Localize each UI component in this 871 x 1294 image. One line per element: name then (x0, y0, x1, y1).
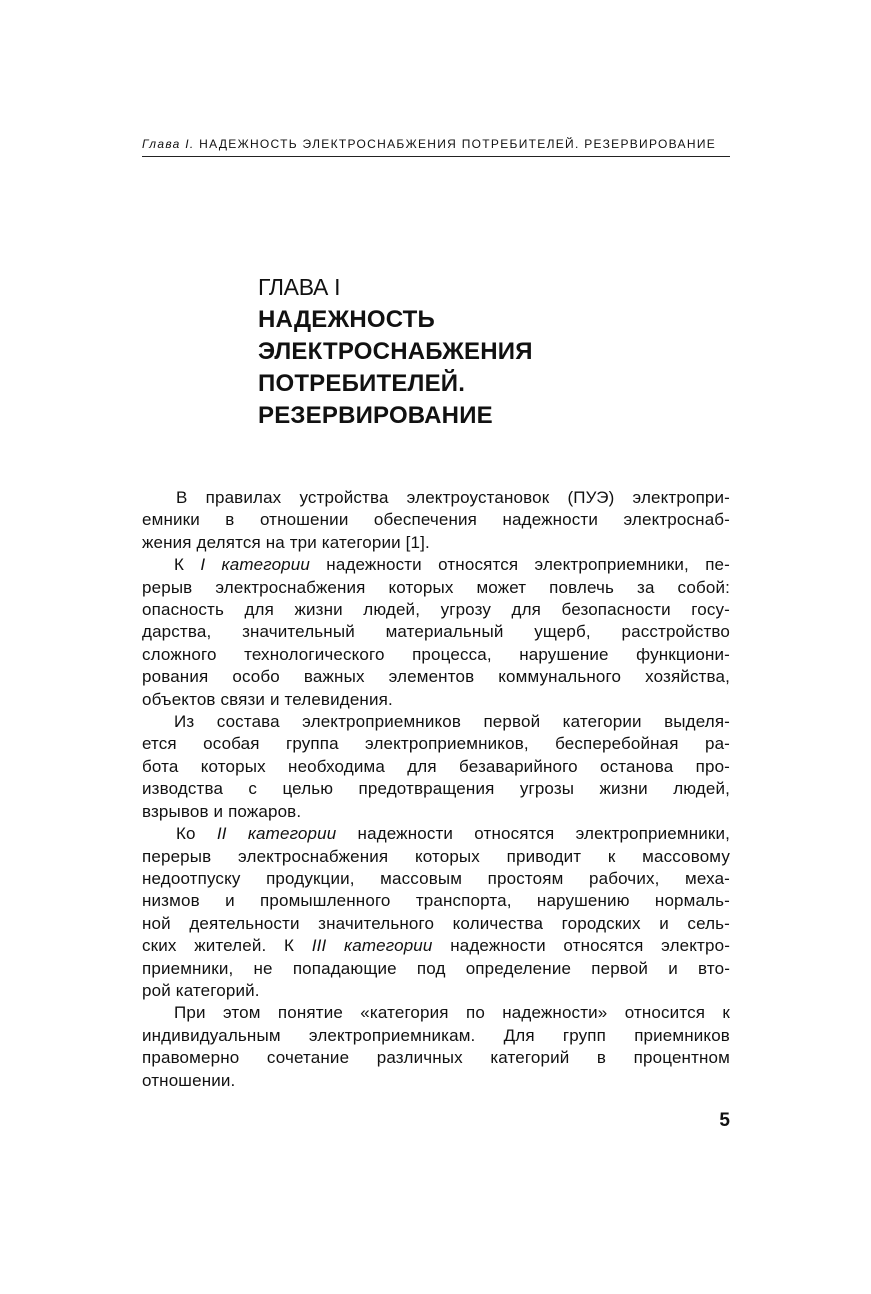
text-run: надежности относятся электро- (432, 936, 731, 956)
text-line: При этом понятие «категория по надежности» относится к (174, 1003, 730, 1023)
chapter-heading (258, 272, 718, 432)
paragraph-category-concept (142, 1002, 730, 1092)
paragraph-category-2-3 (142, 823, 730, 1002)
text-line: дарства, значительный материальный ущерб, расстройство (142, 622, 730, 642)
chapter-title-line: НАДЕЖНОСТЬ (258, 306, 435, 333)
text-line: объектов связи и телевидения. (142, 689, 393, 709)
text-line: рования особо важных элементов коммунального хозяйства, (142, 667, 730, 687)
text-line: Из состава электроприемников первой категории выделя- (174, 712, 730, 732)
text-line (142, 554, 730, 576)
text-run: ских жителей. К (142, 936, 312, 956)
text-line: приемники, не попадающие под определение первой и вто- (142, 958, 730, 978)
text-line: В правилах устройства электроустановок (ПУЭ) электропри- (176, 488, 730, 507)
category-term: I категории (200, 555, 310, 575)
text-line: взрывов и пожаров. (142, 801, 302, 821)
text-line: индивидуальным электроприемникам. Для групп приемников (142, 1025, 730, 1045)
chapter-title-line: ЭЛЕКТРОСНАБЖЕНИЯ (258, 338, 533, 365)
text-line: сложного технологического процесса, нарушение функциони- (142, 644, 730, 664)
category-term: II категории (216, 824, 337, 844)
text-run: К (174, 555, 201, 575)
running-header-title: НАДЕЖНОСТЬ ЭЛЕКТРОСНАБЖЕНИЯ ПОТРЕБИТЕЛЕЙ. РЕЗЕРВИРОВАНИЕ (199, 137, 717, 151)
text-line: бота которых необходима для безаварийного останова про- (142, 756, 730, 776)
text-line: ется особая группа электроприемников, бесперебойная ра- (142, 734, 730, 754)
category-term: III категории (311, 936, 433, 956)
body-text (142, 487, 730, 1092)
text-line: опасность для жизни людей, угрозу для безопасности госу- (142, 600, 730, 620)
running-header-chapter: Глава I. (142, 137, 195, 151)
text-line: рерыв электроснабжения которых может повлечь за собой: (142, 577, 730, 597)
text-line: емники в отношении обеспечения надежности электроснаб- (142, 510, 730, 530)
text-run: надежности относятся электроприемники, (336, 824, 730, 844)
chapter-title (258, 304, 718, 432)
paragraph-ue-rules (142, 487, 730, 554)
text-line: рой категорий. (142, 980, 260, 1000)
text-line: ной деятельности значительного количества городских и сель- (142, 913, 730, 933)
text-line: низмов и промышленного транспорта, нарушению нормаль- (142, 891, 730, 911)
text-line: недоотпуску продукции, массовым простоям рабочих, меха- (142, 868, 730, 888)
paragraph-category-1 (142, 554, 730, 711)
text-line (142, 935, 730, 957)
chapter-title-line: ПОТРЕБИТЕЛЕЙ. (258, 370, 466, 397)
paragraph-special-group (142, 711, 730, 823)
text-line (142, 823, 730, 845)
chapter-title-line: РЕЗЕРВИРОВАНИЕ (258, 402, 493, 429)
page-number: 5 (719, 1110, 730, 1131)
text-line: отношении. (142, 1070, 236, 1090)
chapter-label: ГЛАВА I (258, 274, 341, 300)
text-line: жения делятся на три категории [1]. (142, 532, 430, 552)
text-line: перерыв электроснабжения которых приводит к массовому (142, 846, 730, 866)
running-header (142, 136, 730, 157)
text-run: Ко (176, 824, 217, 844)
text-run: надежности относятся электроприемники, пе- (310, 555, 730, 575)
text-line: правомерно сочетание различных категорий в процентном (142, 1048, 730, 1068)
text-line: изводства с целью предотвращения угрозы жизни людей, (142, 779, 730, 799)
